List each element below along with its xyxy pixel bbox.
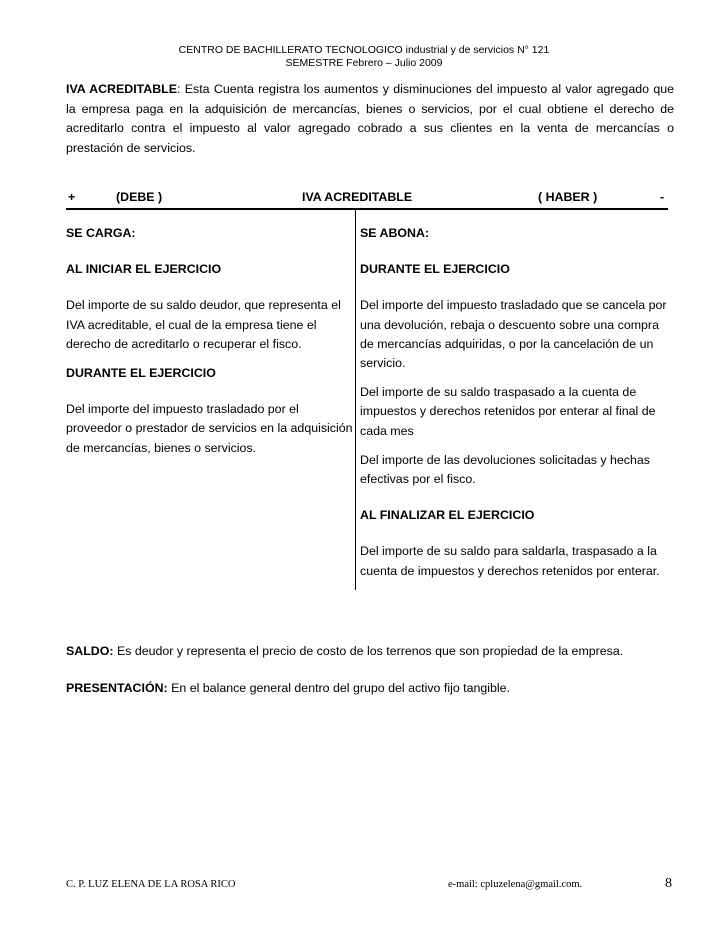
presentacion-text: En el balance general dentro del grupo del activo fijo tangible.: [167, 681, 511, 695]
footer-author: C. P. LUZ ELENA DE LA ROSA RICO: [66, 879, 236, 890]
minus-sign: -: [660, 190, 665, 204]
t-account-title: IVA ACREDITABLE: [302, 190, 413, 204]
credit-item: Del importe del impuesto trasladado que se cancela por una devolución, rebaja o descuento sobre una compra de mercancías adquiridas, o por la cancelación de un servicio.: [360, 298, 667, 371]
presentacion-label: PRESENTACIÓN:: [66, 681, 168, 695]
page-header: [0, 44, 728, 70]
debit-section-start: AL INICIAR EL EJERCICIO: [66, 262, 222, 277]
semester: SEMESTRE Febrero – Julio 2009: [285, 57, 443, 69]
credit-section-end: AL FINALIZAR EL EJERCICIO: [360, 508, 535, 523]
haber-label: ( HABER ): [538, 190, 598, 204]
account-term: IVA ACREDITABLE: [66, 82, 178, 96]
saldo-text: Es deudor y representa el precio de costo de los terrenos que son propiedad de la empresa.: [113, 644, 624, 658]
debe-label: (DEBE ): [116, 190, 163, 204]
debit-column: [66, 224, 354, 458]
debit-heading: SE CARGA:: [66, 226, 136, 240]
credit-item: Del importe de su saldo para saldarla, traspasado a la cuenta de impuestos y derechos retenidos por enterar.: [360, 544, 660, 578]
credit-column: [360, 224, 668, 581]
t-account-header: [66, 188, 668, 210]
footer-email: e-mail: cpluzelena@gmail.com.: [448, 879, 583, 890]
page-footer: [66, 873, 674, 895]
saldo-paragraph: [66, 642, 674, 661]
debit-item: Del importe del impuesto trasladado por el proveedor o prestador de servicios en la adquisición de mercancías, bienes o servicios.: [66, 402, 353, 455]
saldo-label: SALDO:: [66, 644, 114, 658]
t-account-divider: [355, 208, 356, 590]
presentacion-paragraph: [66, 679, 674, 698]
credit-item: Del importe de las devoluciones solicitadas y hechas efectivas por el fisco.: [360, 452, 650, 487]
plus-sign: +: [68, 190, 76, 204]
credit-heading: SE ABONA:: [360, 226, 430, 240]
credit-item: Del importe de su saldo traspasado a la cuenta de impuestos y derechos retenidos por enterar al final de cada mes: [360, 385, 656, 438]
page-number: 8: [665, 876, 672, 891]
credit-section-during: DURANTE EL EJERCICIO: [360, 262, 510, 277]
school-name: CENTRO DE BACHILLERATO TECNOLOGICO industrial y de servicios N° 121: [178, 44, 550, 56]
debit-section-during: DURANTE EL EJERCICIO: [66, 366, 216, 381]
account-description: : Esta Cuenta registra los aumentos y disminuciones del impuesto al valor agregado que la empresa paga en la adquisición de mercancías, bienes o servicios, por el cual obtiene el derecho de acreditarlo contra el impuesto al valor agregado cobrado a sus clientes en la venta de mercancías o prestación de servicios.: [66, 82, 674, 155]
debit-item: Del importe de su saldo deudor, que representa el IVA acreditable, el cual de la empresa tiene el derecho de acreditarlo o recuperar el fisco.: [66, 298, 341, 351]
account-definition: [66, 80, 674, 158]
